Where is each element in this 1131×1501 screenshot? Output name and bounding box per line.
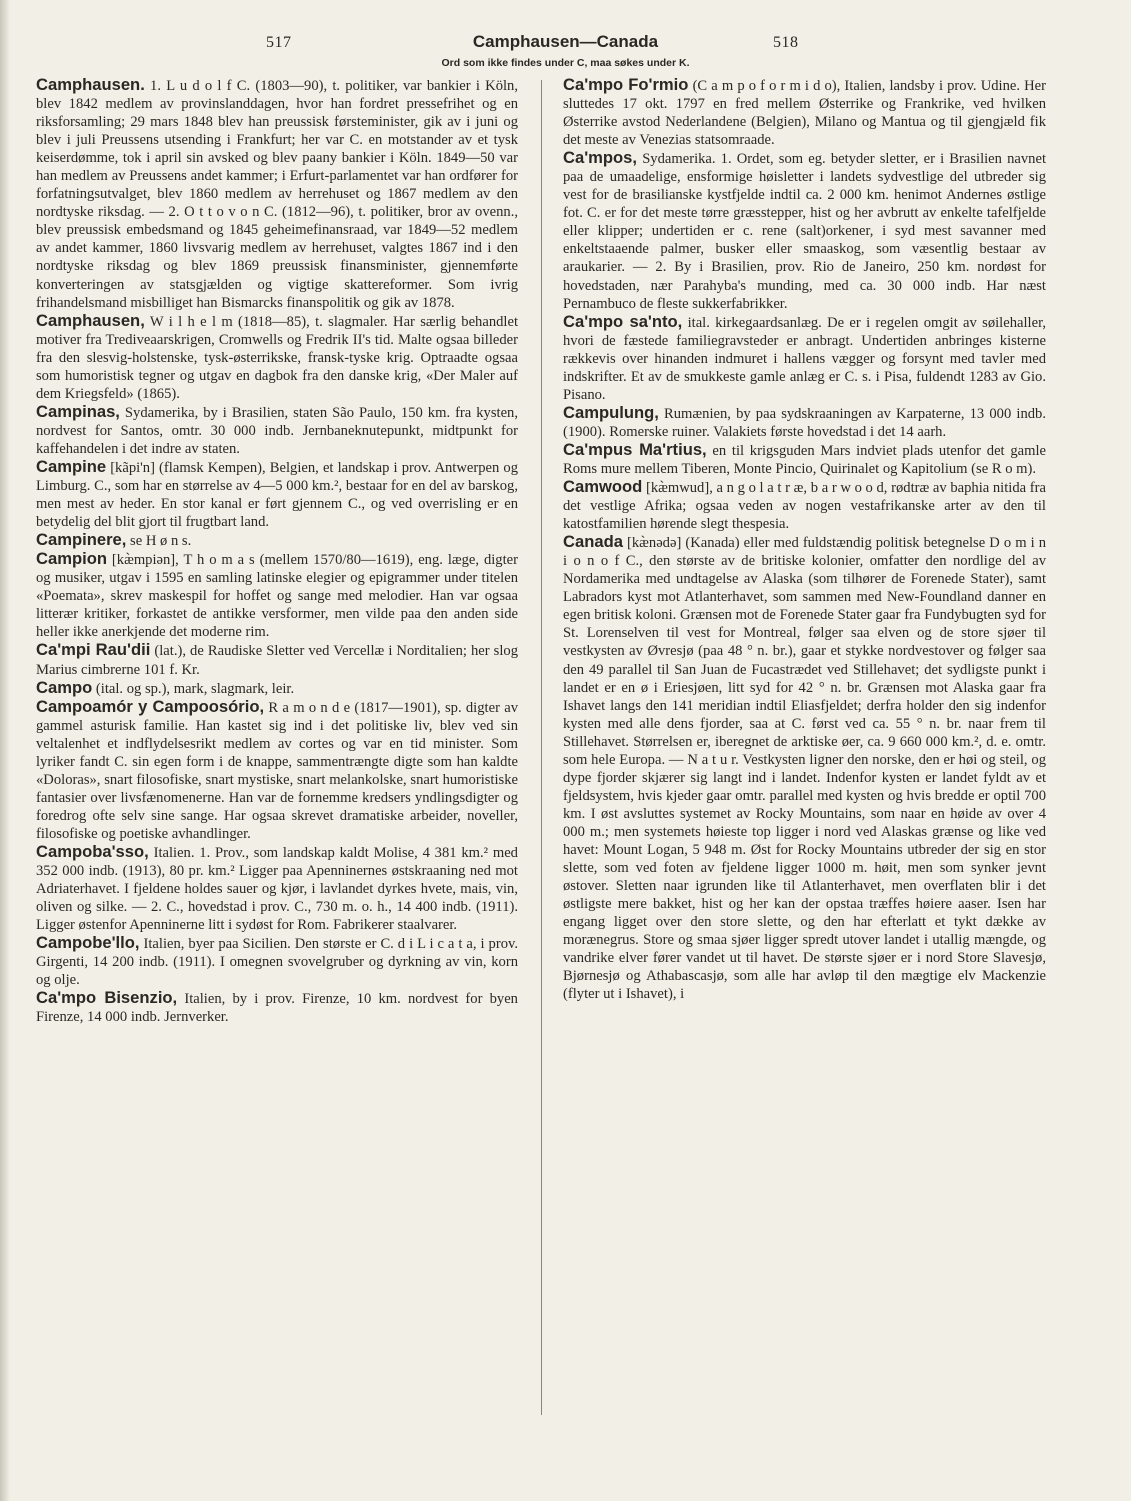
- left-column: [36, 76, 518, 1026]
- entry-campobello: [36, 934, 518, 989]
- headword: Ca'mpo Fo'rmio: [563, 75, 689, 94]
- entry-text: W i l h e l m (1818—85), t. slagmaler. Har særlig behandlet motiver fra Trediveaarskrigen, Cromwells og Fredrik II's tid. Malte ogsaa billeder fra den slesvig-holstenske, tysk-østerrikske, fransk-tyske krig. Optraadte ogsaa som humoristisk tegner og utgav en dagbok fra den danske krig, «Der Maler auf dem Kriegsfeld» (1865).: [36, 313, 518, 402]
- entry-campo-santo: [563, 313, 1046, 404]
- entry-camphausen-1: [36, 76, 518, 312]
- headword: Campoamór y Campoosório,: [36, 696, 265, 716]
- headword: Camwood: [563, 477, 643, 497]
- entry-campine: [36, 458, 518, 531]
- entry-text: Rumænien, by paa sydskraaningen av Karpaterne, 13 000 indb. (1900). Romerske ruiner. Valakiets første hovedstad i det 14 aarh.: [563, 405, 1046, 440]
- entry-text: en til krigsguden Mars indviet plads utenfor det gamle Roms mure mellem Tiberen, Monte Pincio, Quirinalet og Kapitolium (se R o m).: [563, 442, 1046, 477]
- headword: Ca'mpos,: [563, 148, 638, 168]
- page-gutter: [0, 0, 10, 1501]
- entry-text: 1. L u d o l f C. (1803—90), t. politiker, var bankier i Köln, blev 1842 medlem av provinslanddagen, hvor han fordret pressefrihet og en riksforsamling; 29 mars 1848 blev han preussisk førsteminister, gik av i juni og blev i juli Preussens utsending i Frankfurt; her var C. en motstander av et tysk keiserdømme, tok i april sin avsked og blev paany bankier i Köln. 1849—50 var han medlem av Preussens andet kammer; i Erfurt-parlamentet var han ordfører for forfatningsutvalget, blev 1860 medlem av herrehuset og 1867 medlem av den nordtyske riksdag. — 2. O t t o v o n C. (1812—96), t. politiker, bror av ovenn., blev preussisk embedsmand og 1845 geheimefinansraad, var 1849—52 medlem av andet kammer, 1860 livsvarig medlem av herrehuset, valgtes 1867 ind i den nordtyske riksdag og blev 1869 preussisk finansminister, gjennemførte konverteringen av statsgjælden og vigtige skattereformer. Som ivrig frihandelsmand misbilliget han Bismarcks finanspolitik og gik av 1878.: [36, 78, 518, 311]
- headword: Campobe'llo,: [36, 933, 140, 953]
- entry-text: [kæ̀mpiən], T h o m a s (mellem 1570/80—1619), eng. læge, digter og musiker, utgav i 1595 en samling latinske elegier og epigrammer under titelen «Poemata», skrev maskespil for hoffet og sange med melodier. Han var ogsaa litterær kritiker, forkastet de antikke versformer, men vilde paa den anden side heller ikke anerkjende det moderne rim.: [36, 552, 518, 641]
- entry-campoamor: [36, 698, 518, 843]
- entry-campus-martius: [563, 441, 1046, 478]
- entry-text: (ital. og sp.), mark, slagmark, leir.: [95, 680, 295, 697]
- entry-campobasso: [36, 843, 518, 934]
- entry-campion: [36, 550, 518, 641]
- entry-text: [kæ̀nədə] (Kanada) eller med fuldstændig politisk betegnelse D o m i n i o n o f C., den største av de britiske kolonier, omfatter den nordlige del av Nordamerika med undtagelse av Alaska (som tilhører de Forenede Stater), samt Labradors kyst mot Atlanterhavet, som sammen med New-Foundland danner en egen britisk koloni. Grænsen mot de Forenede Stater gaar fra Fundybugten syd for St. Lorenselven til vest for Montreal, følger saa elven og de store sjøer til vestkysten av Øvresjø (paa 48 ° n. br.), gaar et stykke nordvestover og følger saa den 49 parallel til San Juan de Fucastrædet ved Stillehavet; det sydligste punkt i landet er en ø i Eriesjøen, litt syd for 42 ° n. br. Grænsen mot Alaska gaar fra Ishavet langs den 141 meridian indtil Eliasfjeldet; derfra holder den sig indenfor kysten med alle dens fjorder, saa at C. først ved ca. 55 ° n. br. naar frem til Stillehavet. Størrelsen er, iberegnet de arktiske øer, ca. 9 660 000 km.², d. e. omtr. som hele Europa. — N a t u r. Vestkysten ligner den norske, den er høi og steil, og dype fjorder skjærer sig langt ind i landet. Indenfor kysten er landet fyldt av et fjeldsystem, hvis kjeder gaar omtr. parallel med kysten og hvis bredde er optil 700 km. I øst avsluttes systemet av Rocky Mountains, som naar en høide av over 4 000 m.; men systemets høieste top ligger i nord ved Alaskas grænse og like ved havet: Mount Logan, 5 948 m. Øst for Rocky Mountains utbreder der sig en stor slette, som ved foten av fjeldene ligger 1000 m. høit, men som synker jevnt østover. Sletten naar igrunden like til Atlanterhavet, men overflaten blir i det østligste mere bakket, hist og her kan der opstaa træffes høiere aaser. Isen har engang ligget over den store slette, og den har efterlatt et tykt dække av morænegrus. Store og smaa sjøer ligger spredt utover landet i utallig mængde, og vandrike elver fører vandet ut til havet. De største sjøer er i nord Store Slavesjø, Bjørnesjø og Athabascasjø, som alle har avløp til den mægtige elv Mackenzie (flyter ut i Ishavet), i: [563, 535, 1046, 1003]
- entry-text: (C a m p o f o r m i d o), Italien, landsby i prov. Udine. Her sluttedes 17 okt. 1797 en fred mellem Østerrike og Frankrike, ved hvilken Østerrike avstod Nederlandene (Belgien), Milano og Mantua og til gjengjæld fik det meste av Venezias statsomraade.: [563, 78, 1046, 149]
- column-divider: [541, 80, 542, 1415]
- entry-text: Italien, byer paa Sicilien. Den største er C. d i L i c a t a, i prov. Girgenti, 14 200 indb. (1911). I omegnen svovelgruber og dyrkning av vin, korn og olje.: [36, 936, 518, 989]
- right-column: [563, 76, 1046, 1003]
- entry-campo-formio: [563, 76, 1046, 149]
- page-number-right: 518: [773, 34, 799, 51]
- entry-campulung: [563, 404, 1046, 441]
- entry-text: se H ø n s.: [130, 533, 192, 550]
- entry-camphausen-2: [36, 312, 518, 403]
- headword: Campion: [36, 549, 107, 569]
- page-number-left: 517: [266, 34, 292, 51]
- headword: Campoba'sso,: [36, 841, 149, 861]
- entry-text: (lat.), de Raudiske Sletter ved Vercellæ i Norditalien; her slog Marius cimbrerne 101 f. Kr.: [36, 643, 519, 678]
- entry-campi-raudii: [36, 641, 518, 678]
- headword: Camphausen.: [36, 75, 145, 94]
- entry-text: R a m o n d e (1817—1901), sp. digter av gammel asturisk familie. Han kastet sig ind i det politiske liv, blev ved sin veltalenhet et indflydelsesrikt medlem av cortes og var en tid minister. Som lyriker fandt C. sin egen form i de knappe, sammentrængte digte som han kaldte «Doloras», snart filosofiske, snart mystiske, snart melankolske, snart humoristiske fantasier over livsfænomenerne. Han var de fornemme kredsers yndlingsdigter og foredrog ofte selv sine sange. Har ogsaa skrevet dramatiske arbeider, noveller, filosofiske og poetiske avhandlinger.: [36, 699, 518, 842]
- headword: Campo: [36, 677, 93, 697]
- entry-text: [kãpi'n] (flamsk Kempen), Belgien, et landskap i prov. Antwerpen og Limburg. C., som har en størrelse av 4—5 000 km.², bestaar for en del av barskog, men mest av heder. En stor kanal er ført gjennem C., og ved overrisling er en betydelig del blit gjort til frugtbart land.: [36, 459, 518, 531]
- entry-camwood: [563, 478, 1046, 533]
- entry-canada: [563, 533, 1046, 1003]
- lookup-note: Ord som ikke findes under C, maa søkes under K.: [441, 57, 690, 69]
- entry-text: [kæ̀mwud], a n g o l a t r æ, b a r w o o d, rødtræ av baphia nitida fra det vestlige Afrika; ogsaa veden av nogen vestafrikanske arter av den til katostfamilien hørende slegt thespesia.: [563, 480, 1046, 533]
- entry-campo-bisenzio: [36, 989, 518, 1026]
- entry-campo: [36, 679, 518, 698]
- entry-campinere: [36, 531, 518, 550]
- headword: Ca'mpus Ma'rtius,: [563, 439, 707, 459]
- headword: Campine: [36, 456, 107, 476]
- entry-text: Sydamerika, by i Brasilien, staten São Paulo, 150 km. fra kysten, nordvest for Santos, omtr. 30 000 indb. Jernbaneknutepunkt, midtpunkt for kaffehandelen i det indre av staten.: [36, 404, 518, 457]
- headword: Campulung,: [563, 402, 659, 422]
- headword: Canada: [563, 532, 623, 552]
- running-title: Camphausen—Canada: [472, 32, 659, 51]
- headword: Campinere,: [36, 530, 127, 550]
- entry-text: Italien. 1. Prov., som landskap kaldt Molise, 4 381 km.² med 352 000 indb. (1913), 80 pr. km.² Ligger paa Apenninernes østskraaning ned mot Adriaterhavet. I fjeldene holdes sauer og kjør, i lavlandet dyrkes hvete, mais, vin, oliven og silke. — 2. C., hovedstad i prov. C., 730 m. o. h., 14 400 indb. (1911). Ligger østenfor Apenninerne litt i sydøst for Rom. Fabrikerer staalvarer.: [36, 844, 518, 934]
- headword: Camphausen,: [36, 310, 145, 330]
- headword: Ca'mpo Bisenzio,: [36, 988, 178, 1008]
- entry-campinas: [36, 403, 518, 458]
- entry-text: Sydamerika. 1. Ordet, som eg. betyder sletter, er i Brasilien navnet paa de umaadelige, ensformige høisletter i landets sydvestlige del utbreder sig vest for de brasilianske kystfjelde indtil ca. 2 000 km. henimot Andernes østlige fot. C. er for det meste tørre græsstepper, hist og her avbrutt av enkelte tafelfjelde eller klipper; undertiden er c. rene (salt)orkener, i syd mest savanner med enkeltstaaende palmer, busker eller smaaskog, som væsentlig bestaar av araukarier. — 2. By i Brasilien, prov. Rio de Janeiro, 250 km. nordøst for hovedstaden, nær Parahyba's munding, med ca. 30 000 indb. Har næst Pernambuco de fleste sukkerfabrikker.: [563, 151, 1047, 312]
- entry-text: ital. kirkegaardsanlæg. De er i regelen omgit av søilehaller, hvori de fæstede familiegravsteder er anbragt. Undertiden anbringes kisterne rækkevis over hinanden indmuret i hallens vægger og forsynt med tavler med indskrifter. Et av de smukkeste gamle anlæg er C. s. i Pisa, fuldendt 1283 av Gio. Pisano.: [563, 314, 1046, 403]
- headword: Campinas,: [36, 401, 120, 421]
- entry-campos: [563, 149, 1046, 312]
- headword: Ca'mpo sa'nto,: [563, 311, 683, 331]
- headword: Ca'mpi Rau'dii: [36, 640, 151, 660]
- entry-text: Italien, by i prov. Firenze, 10 km. nordvest for byen Firenze, 14 000 indb. Jernverker.: [36, 991, 518, 1026]
- running-head: [0, 34, 1131, 58]
